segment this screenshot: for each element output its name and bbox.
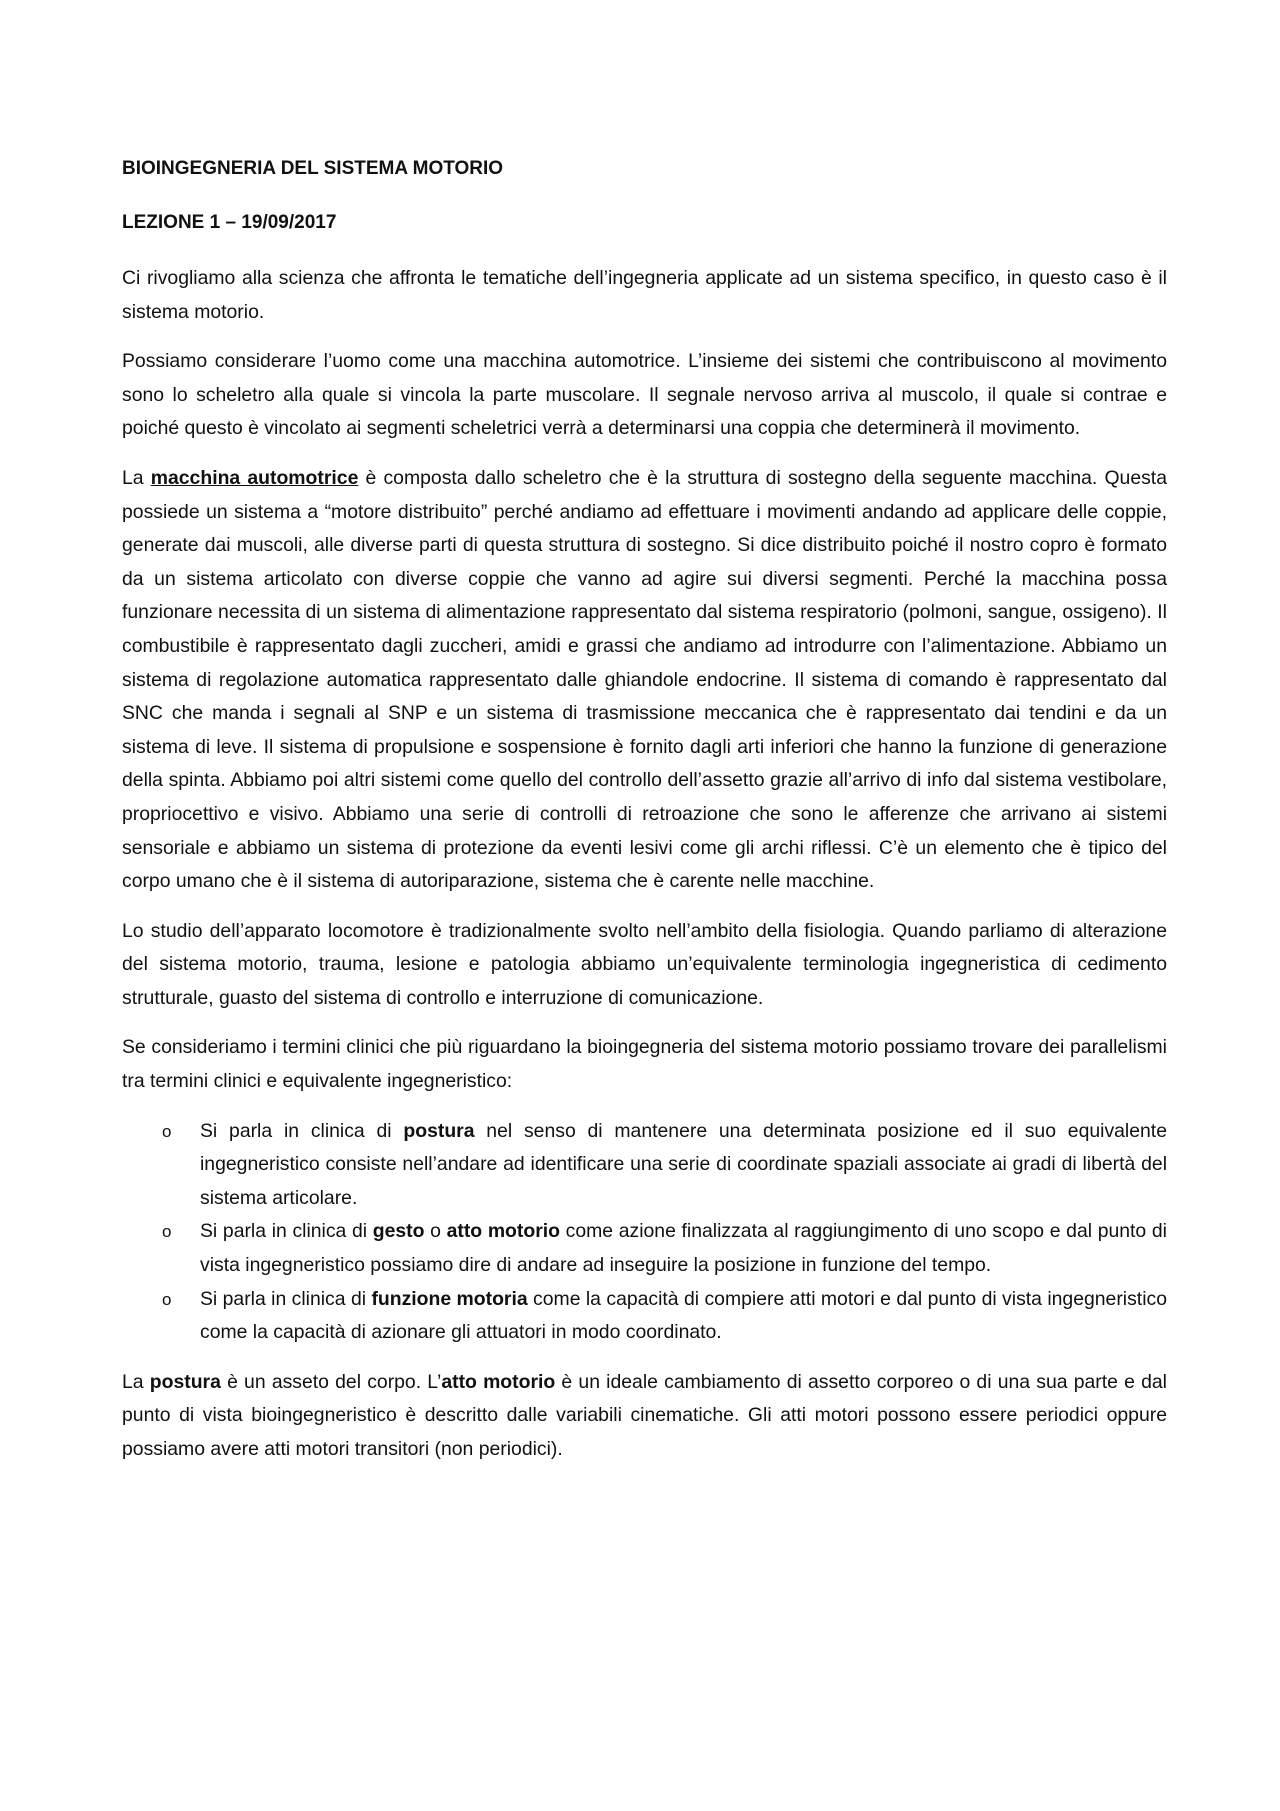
bullet-icon: o xyxy=(162,1289,172,1309)
term-gesto: gesto xyxy=(372,1220,425,1243)
text-span: La xyxy=(122,466,151,489)
paragraph-automotive-machine xyxy=(122,462,1167,899)
list-item xyxy=(122,1283,1167,1350)
term-postura: postura xyxy=(149,1370,221,1393)
text-span: Si parla in clinica di xyxy=(200,1287,372,1310)
bullet-icon: o xyxy=(162,1121,172,1141)
document-title: BIOINGEGNERIA DEL SISTEMA MOTORIO xyxy=(122,158,504,179)
text-span: è un ideale cambiamento di assetto corporeo o di una sua parte e dal punto di vista bioingegneristico è descritto dalle variabili cinematiche. Gli atti motori possono essere periodici oppure possiamo avere atti motori transitori (non periodici). xyxy=(122,1370,1167,1460)
text-span: Si parla in clinica di xyxy=(200,1119,404,1142)
term-atto-motorio: atto motorio xyxy=(441,1370,556,1393)
text-span: come azione finalizzata al raggiungimento di uno scopo e dal punto di vista ingegneristico possiamo dire di andare ad inseguire la posizione in funzione del tempo. xyxy=(200,1220,1167,1277)
paragraph-posture-definition xyxy=(122,1366,1167,1467)
term-postura: postura xyxy=(403,1119,475,1142)
list-item xyxy=(122,1115,1167,1216)
text-span: come la capacità di compiere atti motori e dal punto di vista ingegneristico come la capacità di azionare gli attuatori in modo coordinato. xyxy=(200,1287,1167,1344)
text-span: nel senso di mantenere una determinata posizione ed il suo equivalente ingegneristico consiste nell’andare ad identificare una serie di coordinate spaziali associate ai gradi di libertà del sistema articolare. xyxy=(200,1119,1167,1209)
term-atto-motorio: atto motorio xyxy=(446,1220,560,1243)
document-page xyxy=(122,154,1167,1483)
text-span: è un asseto del corpo. L’ xyxy=(220,1370,442,1393)
paragraph-clinical-terms: Se consideriamo i termini clinici che più riguardano la bioingegneria del sistema motorio possiamo trovare dei parallelismi tra termini clinici e equivalente ingegneristico: xyxy=(122,1036,1167,1093)
text-span: La xyxy=(122,1370,150,1393)
paragraph-locomotor-study: Lo studio dell’apparato locomotore è tradizionalmente svolto nell’ambito della fisiologia. Quando parliamo di alterazione del sistema motorio, trauma, lesione e patologia abbiamo un’equivalente terminologia ingegneristica di cedimento strutturale, guasto del sistema di controllo e interruzione di comunicazione. xyxy=(122,919,1167,1009)
paragraph-intro: Ci rivogliamo alla scienza che affronta le tematiche dell’ingegneria applicate ad un sistema specifico, in questo caso è il sistema motorio. xyxy=(122,267,1167,323)
list-item xyxy=(122,1215,1167,1282)
bullet-icon: o xyxy=(162,1222,172,1242)
text-span: o xyxy=(424,1220,447,1243)
lesson-heading: LEZIONE 1 – 19/09/2017 xyxy=(122,212,337,233)
term-funzione-motoria: funzione motoria xyxy=(371,1287,528,1310)
term-macchina-automotrice: macchina automotrice xyxy=(150,466,359,489)
clinical-terms-list xyxy=(122,1115,1167,1350)
paragraph-man-as-machine: Possiamo considerare l’uomo come una macchina automotrice. L’insieme dei sistemi che contribuiscono al movimento sono lo scheletro alla quale si vincola la parte muscolare. Il segnale nervoso arriva al muscolo, il quale si contrae e poiché questo è vincolato ai segmenti scheletrici verrà a determinarsi una coppia che determinerà il movimento. xyxy=(122,350,1167,440)
text-span: Si parla in clinica di xyxy=(200,1220,373,1243)
text-span: è composta dallo scheletro che è la struttura di sostegno della seguente macchina. Questa possiede un sistema a “motore distribuito” perché andiamo ad effettuare i movimenti andando ad applicare delle coppie, generate dai muscoli, alle diverse parti di questa struttura di sostegno. Si dice distribuito poiché il nostro copro è formato da un sistema articolato con diverse coppie che vanno ad agire sui diversi segmenti. Perché la macchina possa funzionare necessita di un sistema di alimentazione rappresentato dal sistema respiratorio (polmoni, sangue, ossigeno). Il combustibile è rappresentato dagli zuccheri, amidi e grassi che andiamo ad introdurre con l’alimentazione. Abbiamo un sistema di regolazione automatica rappresentato dalle ghiandole endocrine. Il sistema di comando è rappresentato dal SNC che manda i segnali al SNP e un sistema di trasmissione meccanica che è rappresentato dai tendini e da un sistema di leve. Il sistema di propulsione e sospensione è fornito dagli arti inferiori che hanno la funzione di generazione della spinta. Abbiamo poi altri sistemi come quello del controllo dell’assetto grazie all’arrivo di info dal sistema vestibolare, propriocettivo e visivo. Abbiamo una serie di controlli di retroazione che sono le afferenze che arrivano ai sistemi sensoriale e abbiamo un sistema di protezione da eventi lesivi come gli archi riflessi. C’è un elemento che è tipico del corpo umano che è il sistema di autoriparazione, sistema che è carente nelle macchine. xyxy=(122,466,1167,893)
